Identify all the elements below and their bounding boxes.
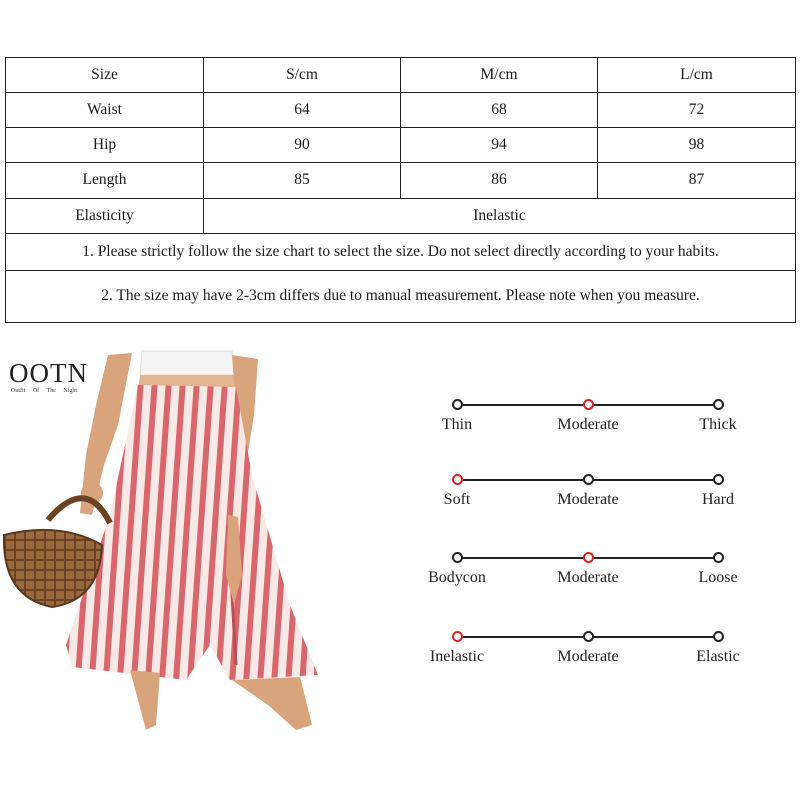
cell-value: 86 (401, 163, 598, 198)
row-label: Waist (6, 93, 204, 128)
elasticity-value: Inelastic (204, 198, 796, 233)
scale-label: Bodycon (428, 569, 486, 586)
cell-value: 64 (204, 93, 401, 128)
table-row-length (6, 163, 796, 198)
scale-label: Elastic (696, 648, 740, 665)
scale-dot-selected (452, 631, 463, 642)
scale-label: Moderate (557, 569, 619, 586)
header-s: S/cm (204, 58, 401, 93)
scale-label: Moderate (557, 416, 619, 433)
table-header-row (6, 58, 796, 93)
cell-value: 94 (401, 128, 598, 163)
brand-tagline: Outfit Of The Night (11, 388, 78, 394)
cell-value: 98 (598, 128, 796, 163)
table-row-elasticity (6, 198, 796, 233)
cell-value: 90 (204, 128, 401, 163)
size-note-1: 1. Please strictly follow the size chart to select the size. Do not select directly according to your habits. (6, 233, 796, 270)
scale-label: Inelastic (429, 648, 485, 665)
scale-dot (583, 631, 594, 642)
scale-label: Thick (699, 416, 737, 433)
scale-dot-selected (452, 474, 463, 485)
scale-label: Moderate (557, 491, 619, 508)
size-note-2: 2. The size may have 2-3cm differs due to manual measurement. Please note when you measure. (6, 270, 796, 322)
cell-value: 85 (204, 163, 401, 198)
scale-dot-selected (583, 552, 594, 563)
fit-scale (415, 551, 765, 597)
scale-label: Soft (443, 491, 471, 508)
cell-value: 68 (401, 93, 598, 128)
table-row-hip (6, 128, 796, 163)
row-label: Elasticity (6, 198, 204, 233)
row-label: Hip (6, 128, 204, 163)
header-l: L/cm (598, 58, 796, 93)
brand-logo (9, 358, 89, 398)
scale-dot (713, 399, 724, 410)
header-m: M/cm (401, 58, 598, 93)
header-size: Size (6, 58, 204, 93)
scale-dot (583, 474, 594, 485)
scale-dot (713, 474, 724, 485)
scale-dot (452, 399, 463, 410)
scale-dot (713, 631, 724, 642)
cell-value: 72 (598, 93, 796, 128)
size-chart-table (5, 57, 796, 323)
softness-scale (415, 473, 765, 519)
scale-label: Loose (698, 569, 738, 586)
row-label: Length (6, 163, 204, 198)
product-photo (0, 345, 345, 800)
scale-dot-selected (583, 399, 594, 410)
elasticity-scale (415, 630, 765, 676)
scale-label: Hard (702, 491, 734, 508)
scale-label: Thin (441, 416, 473, 433)
white-crop-top (140, 351, 234, 375)
scale-dot (452, 552, 463, 563)
thickness-scale (415, 398, 765, 444)
cell-value: 87 (598, 163, 796, 198)
table-note-row (6, 270, 796, 322)
table-row-waist (6, 93, 796, 128)
table-note-row (6, 233, 796, 270)
scale-dot (713, 552, 724, 563)
brand-name: OOTN (9, 358, 88, 388)
scale-label: Moderate (557, 648, 619, 665)
